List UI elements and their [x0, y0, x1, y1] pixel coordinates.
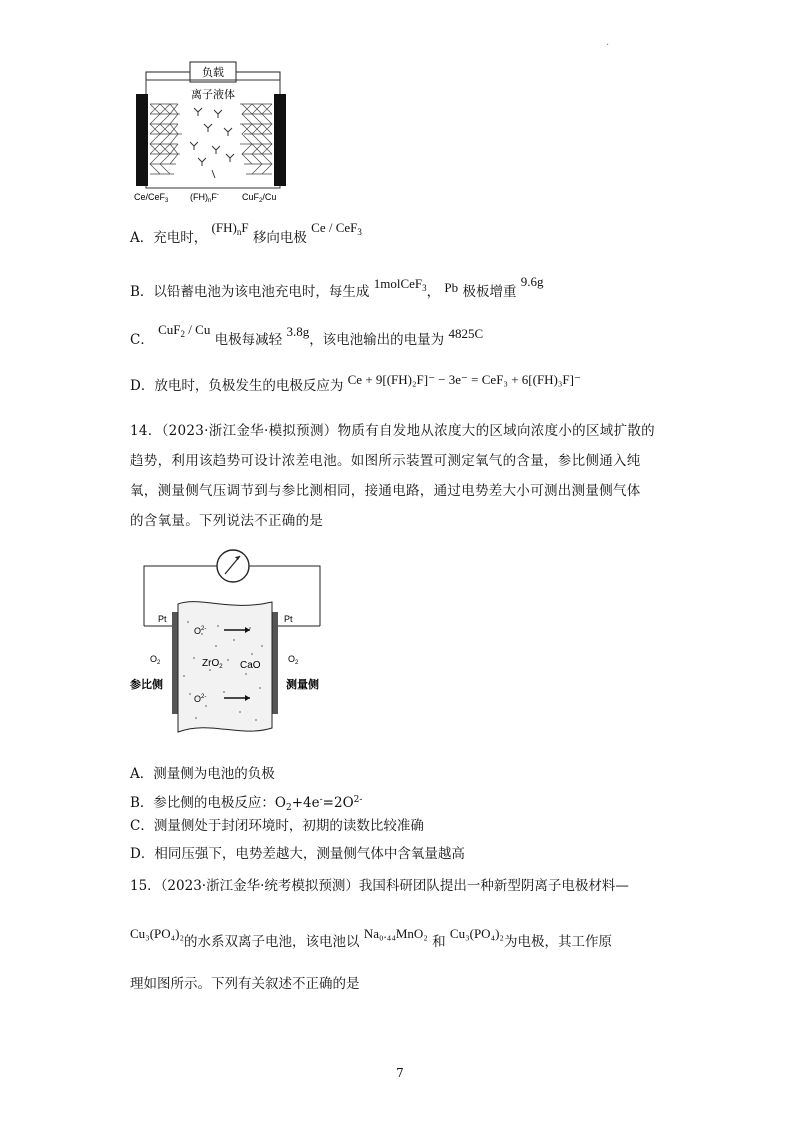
q14-stem: 14．（2023·浙江金华·模拟预测）物质有自发地从浓度大的区域向浓度小的区域扩散的 趋势，利用该趋势可设计浓差电池。如图所示装置可测定氧气的含量，参比侧通入纯 氧，测量侧气压调节到与参比测相同，接通电路，通过电势差大小可测出测量侧气体 的含氧量。下列说法不正确的是: [130, 423, 655, 529]
pt-left-label: Pt: [158, 614, 167, 624]
top-mark: ·: [606, 40, 610, 51]
ion-top-label: $O^{2-}$: [194, 626, 207, 636]
battery-figure: [128, 58, 298, 204]
q13-option-a: A．充电时， $(FH)_nF$ 移向电极 Ce / CeF$_3$: [130, 220, 362, 246]
zro2-label: ZrO$_2$: [202, 658, 223, 670]
oxygen-cell-figure: [130, 542, 350, 742]
q14-option-a: A．测量侧为电池的负极: [130, 766, 275, 782]
q14-option-d: D．相同压强下，电势差越大，测量侧气体中含氧量越高: [130, 846, 465, 862]
o2-right-label: $O_2$: [288, 654, 299, 666]
liquid-label: 离子液体: [191, 89, 235, 101]
q15-line-2: Cu₃(PO₄)₂的水系双离子电池，该电池以 Na₀.₄₄MnO₂ 和 Cu₃(PO₄)₂为电极，其工作原: [130, 926, 612, 950]
q14-option-b: B．参比侧的电极反应：$O_2+4e^-=2O^{2-}$: [130, 795, 363, 813]
q15-line-3: 理如图所示。下列有关叙述不正确的是: [130, 976, 360, 992]
q14-option-c: C．测量侧处于封闭环境时，初期的读数比较准确: [130, 818, 424, 834]
measurement-side-label: 测量侧: [286, 679, 319, 691]
right-electrode-label: CuF$_2$/Cu: [242, 192, 277, 204]
middle-species-label: $(FH)_nF^-$: [190, 192, 219, 204]
left-electrode-label: Ce/CeF$_3$: [134, 192, 169, 204]
load-label: 负载: [202, 67, 224, 79]
page-number: 7: [396, 1066, 404, 1080]
ion-bottom-label: $O^{2-}$: [194, 694, 207, 704]
pt-right-label: Pt: [284, 614, 293, 624]
q13-option-b: B．以铅蓄电池为该电池充电时，每生成 1molCeF$_3$， Pb 极板增重 9.6g: [130, 274, 544, 300]
q13-option-d: D．放电时，负极发生的电极反应为 Ce + 9[(FH)₂F]⁻ − 3e⁻ = CeF₃ + 6[(FH)₃F]⁻: [130, 372, 581, 394]
voltmeter-icon: [217, 550, 249, 582]
reference-side-label: 参比侧: [130, 679, 163, 691]
q15-line-1: 15．（2023·浙江金华·统考模拟预测）我国科研团队提出一种新型阴离子电极材料—: [130, 878, 629, 894]
q13-option-c: C． CuF$_2$ / Cu 电极每减轻 3.8g，该电池输出的电量为 4825C: [130, 322, 484, 348]
o2-left-label: $O_2$: [150, 654, 161, 666]
cao-label: CaO: [240, 660, 261, 671]
